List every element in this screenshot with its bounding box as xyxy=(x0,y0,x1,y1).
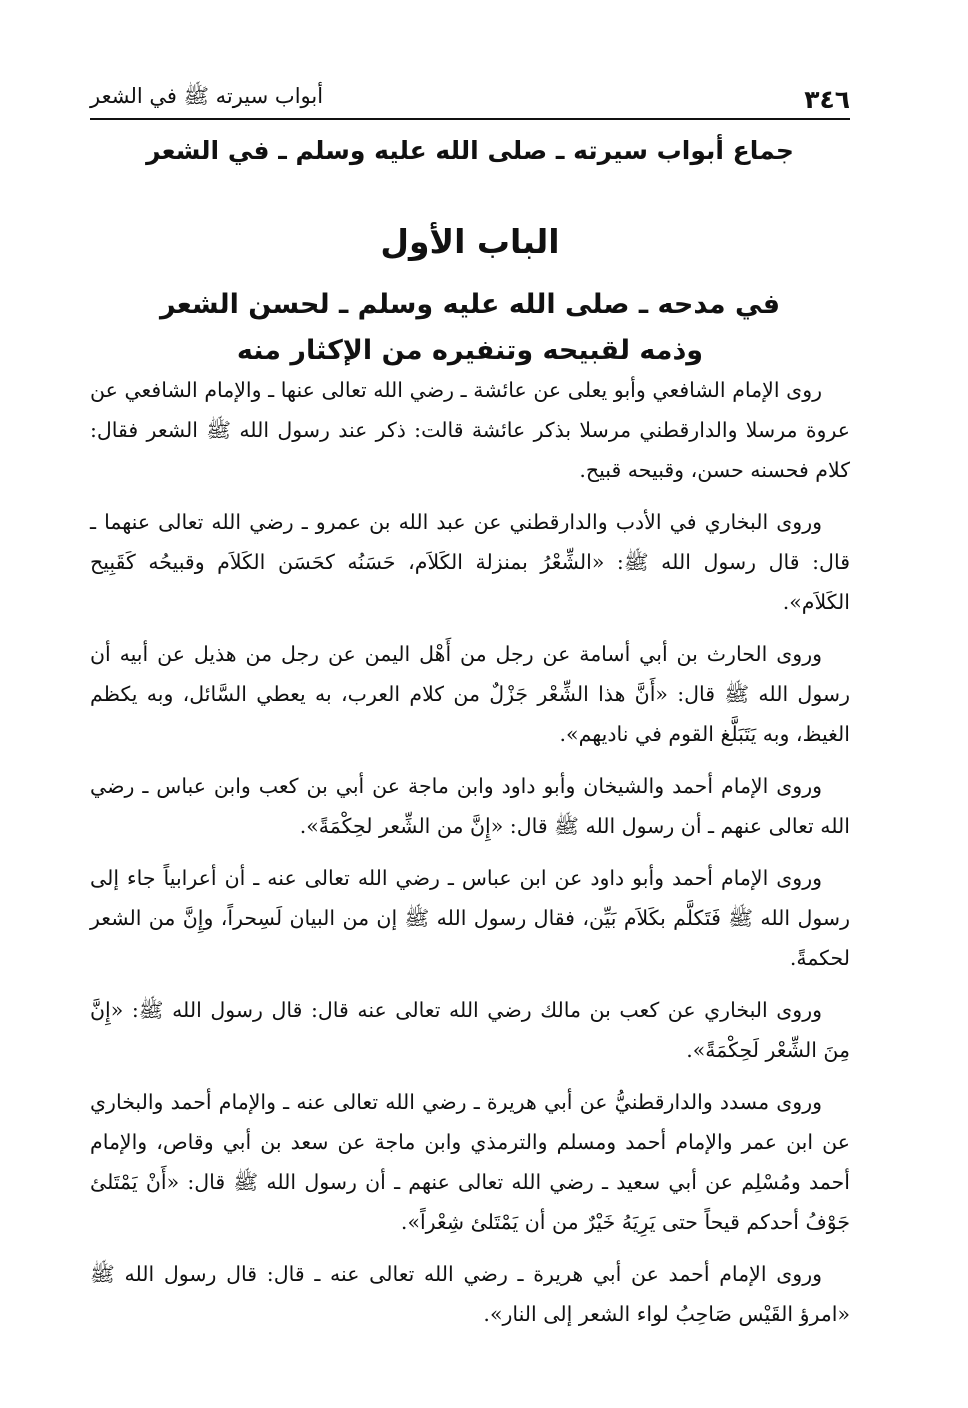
chapter-subtitle-line-1: في مدحه ـ صلى الله عليه وسلم ـ لحسن الشعر xyxy=(159,289,781,320)
paragraph-4: وروى الإمام أحمد والشيخان وأبو داود وابن ماجة عن أبي بن كعب وابن عباس ـ رضي الله تعالى عنهم ـ أن رسول الله ﷺ قال: «إِنَّ من الشِّعر لحِكْمَةً». xyxy=(90,774,850,838)
running-title: أبواب سيرته ﷺ في الشعر xyxy=(90,84,324,108)
running-header xyxy=(90,78,850,120)
paragraph-6: وروى البخاري عن كعب بن مالك رضي الله تعالى عنه قال: قال رسول الله ﷺ: «إِنَّ مِنَ الشِّعْر لَحِكْمَةً». xyxy=(90,998,850,1062)
paragraph-3: وروى الحارث بن أبي أسامة عن رجل من أَهْل اليمن عن رجل من هذيل عن أبيه أن رسول الله ﷺ قال: «أَنَّ هذا الشِّعْر جَزْلٌ من كلام العرب، به يعطي السَّائل، وبه يكظم الغيظ، وبه يَتَبَلَّغ القوم في ناديهم». xyxy=(90,642,850,746)
paragraph-8: وروى الإمام أحمد عن أبي هريرة ـ رضي الله تعالى عنه ـ قال: قال رسول الله ﷺ «امرؤ القَيْس صَاحِبُ لواء الشعر إلى النار». xyxy=(90,1262,850,1326)
section-heading: جماع أبواب سيرته ـ صلى الله عليه وسلم ـ في الشعر xyxy=(146,136,794,165)
paragraph-1: روى الإمام الشافعي وأبو يعلى عن عائشة ـ رضي الله تعالى عنها ـ والإمام الشافعي عن عروة مرسلا والدارقطني مرسلا بذكر عائشة قالت: ذكر عند رسول الله ﷺ الشعر فقال: كلام فحسنه حسن، وقبيحه قبيح. xyxy=(90,378,850,482)
chapter-title: الباب الأول xyxy=(380,222,560,261)
paragraph-5: وروى الإمام أحمد وأبو داود عن ابن عباس ـ رضي الله تعالى عنه ـ أن أعرابياً جاء إلى رسول الله ﷺ فَتَكلَّم بكَلاَم بَيِّن، فقال رسول الله ﷺ إن من البيان لَسِحراً، وإِنَّ من الشعر لحكمةً. xyxy=(90,866,850,970)
page-number: ٣٤٦ xyxy=(804,85,850,114)
paragraph-2: وروى البخاري في الأدب والدارقطني عن عبد الله بن عمرو ـ رضي الله تعالى عنهما ـ قال: قال رسول الله ﷺ: «الشِّعْرُ بمنزلة الكَلاَم، حَسَنُه كحَسَن الكَلاَم وقبيحُه كَقَبِيح الكَلاَم». xyxy=(90,510,850,614)
chapter-subtitle xyxy=(90,282,850,374)
chapter-subtitle-line-2: وذمه لقبيحه وتنفيره من الإكثار منه xyxy=(236,335,704,366)
body-text xyxy=(90,370,850,1346)
paragraph-7: وروى مسدد والدارقطنيُّ عن أبي هريرة ـ رضي الله تعالى عنه ـ والإمام أحمد والبخاري عن ابن عمر والإمام أحمد ومسلم والترمذي وابن ماجة عن سعد بن أبي وقاص، والإمام أحمد ومُسْلِم عن أبي سعيد ـ رضي الله تعالى عنهم ـ أن رسول الله ﷺ قال: «أَنْ يَمْتَلئ جَوْفُ أحدكم قيحاً حتى يَرِيَهُ خَيْرٌ من أن يَمْتَلئ شِعْراً». xyxy=(90,1090,850,1234)
